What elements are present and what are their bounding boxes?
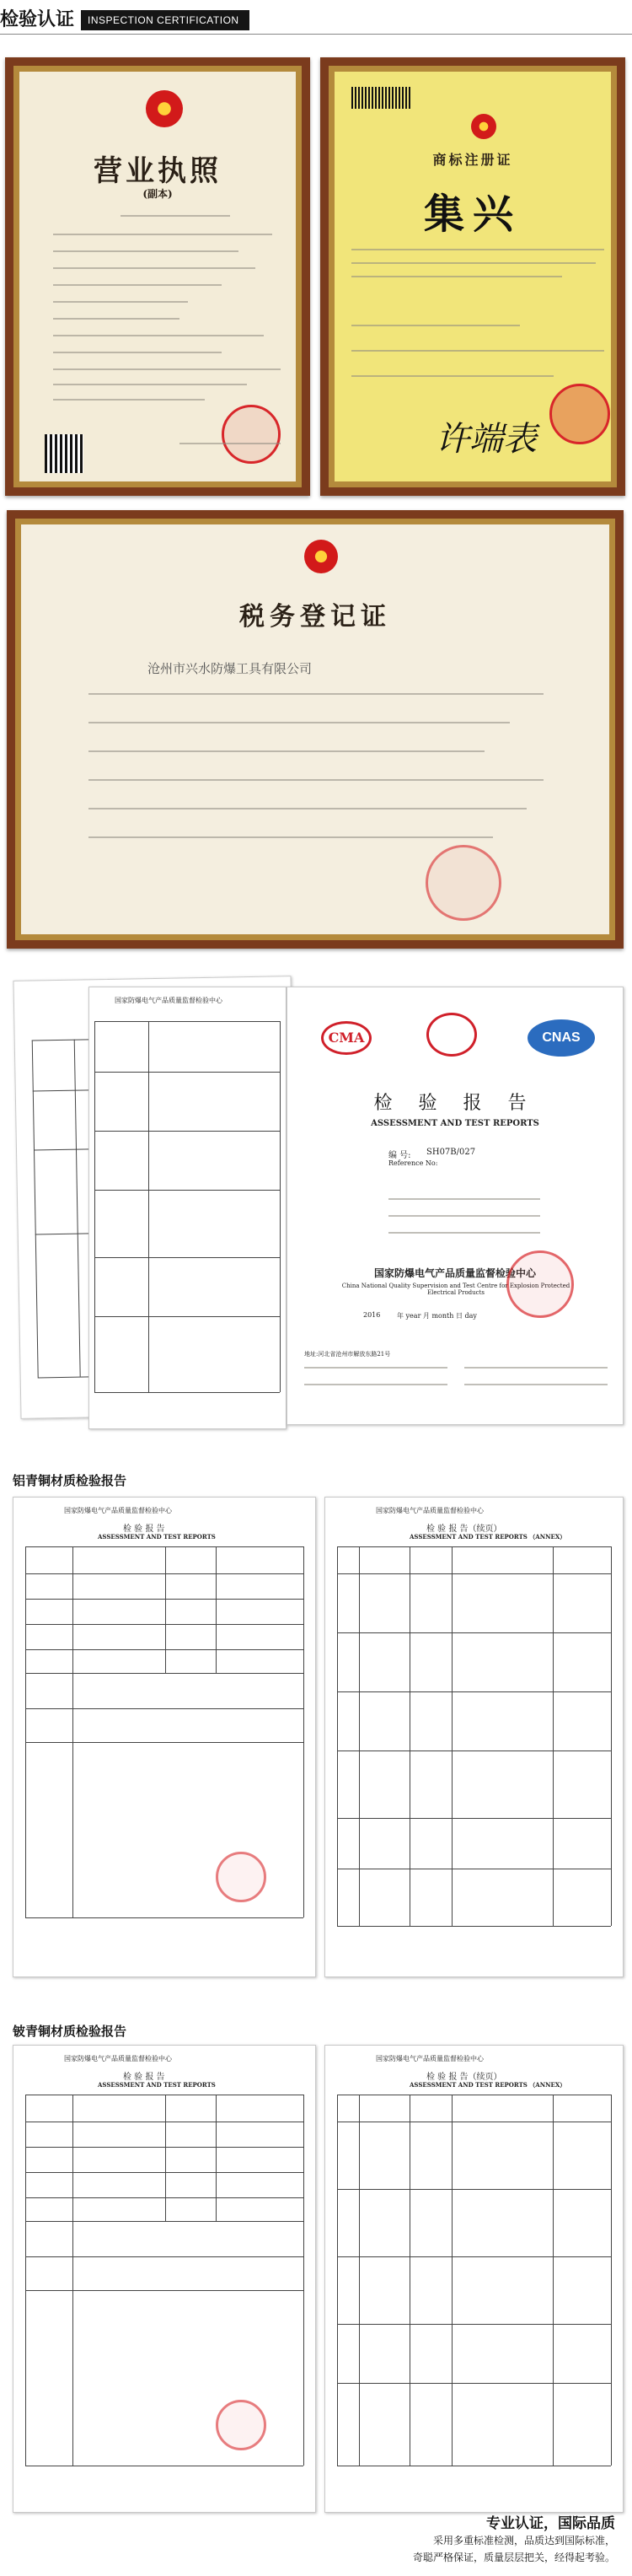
cnas-logo-icon: CNAS xyxy=(528,1019,595,1057)
trademark-cert-frame xyxy=(320,57,625,496)
cnas-seal-icon xyxy=(426,1013,477,1057)
report-title: 检 验 报 告 xyxy=(373,1093,537,1114)
section-title: 检验认证 xyxy=(0,9,75,30)
trademark-certificate xyxy=(335,72,611,481)
national-emblem-icon xyxy=(471,114,496,139)
official-seal-icon xyxy=(426,845,501,921)
official-seal-icon xyxy=(506,1250,574,1318)
section-header xyxy=(0,0,632,39)
business-license xyxy=(19,72,296,481)
report-title-en: ASSESSMENT AND TEST REPORTS xyxy=(371,1119,539,1128)
footer-heading: 专业认证，国际品质 xyxy=(486,2515,615,2532)
tax-cert-title: 税务登记证 xyxy=(239,602,391,632)
be-report-page-2: 国家防爆电气产品质量监督检验中心 检 验 报 告（续页） ASSESSMENT AND TEST REPORTS （ANNEX） xyxy=(324,2045,624,2513)
header-divider xyxy=(0,34,632,35)
section-label-beryllium-bronze: 铍青铜材质检验报告 xyxy=(13,2024,127,2039)
national-emblem-icon xyxy=(146,90,183,127)
tax-registration-frame xyxy=(7,510,624,949)
report-org: 国家防爆电气产品质量监督检验中心 xyxy=(373,1267,536,1279)
barcode-icon xyxy=(351,87,412,109)
national-emblem-icon xyxy=(304,540,338,573)
footer-line-3: 奇聪严格保证，质量层层把关，经得起考验。 xyxy=(412,2552,615,2563)
report-middle-page: 国家防爆电气产品质量监督检验中心 xyxy=(88,987,287,1429)
section-subtitle: INSPECTION CERTIFICATION xyxy=(81,10,249,30)
trademark-mark: 集兴 xyxy=(423,191,522,238)
al-report-page-2: 国家防爆电气产品质量监督检验中心 检 验 报 告（续页） ASSESSMENT AND TEST REPORTS （ANNEX） xyxy=(324,1497,624,1977)
official-seal-icon xyxy=(222,405,281,464)
al-report-page-1: 国家防爆电气产品质量监督检验中心 检 验 报 告 ASSESSMENT AND TEST REPORTS xyxy=(13,1497,316,1977)
footer-line-2: 采用多重标准检测，品质达到国际标准， xyxy=(432,2535,615,2546)
business-license-frame xyxy=(5,57,310,496)
official-seal-icon xyxy=(549,384,610,444)
signature: 许端表 xyxy=(436,420,537,459)
report-cover-page: CMA CNAS 检 验 报 告 ASSESSMENT AND TEST REPORTS 编 号: SH07B/027 Reference No: 国家防爆电气产品质量监督检验中心 China National Quality Supervision and Test Centre for Explosion Protected Electrical Products 2016 年 year 月 month 日 day 地址:河北省沧州市解放东路21号 xyxy=(287,987,624,1425)
tax-company-name: 沧州市兴水防爆工具有限公司 xyxy=(147,661,313,676)
section-label-aluminum-bronze: 铝青铜材质检验报告 xyxy=(13,1473,127,1488)
tax-registration-certificate xyxy=(21,524,609,934)
business-license-title: 营业执照 xyxy=(94,154,222,188)
report-ref-no: SH07B/027 xyxy=(426,1148,476,1157)
qr-code-icon xyxy=(45,434,83,473)
cma-logo-icon: CMA xyxy=(321,1021,372,1055)
business-license-subtitle: (副本) xyxy=(142,188,173,200)
be-report-page-1: 国家防爆电气产品质量监督检验中心 检 验 报 告 ASSESSMENT AND TEST REPORTS xyxy=(13,2045,316,2513)
trademark-cert-title: 商标注册证 xyxy=(432,152,513,168)
